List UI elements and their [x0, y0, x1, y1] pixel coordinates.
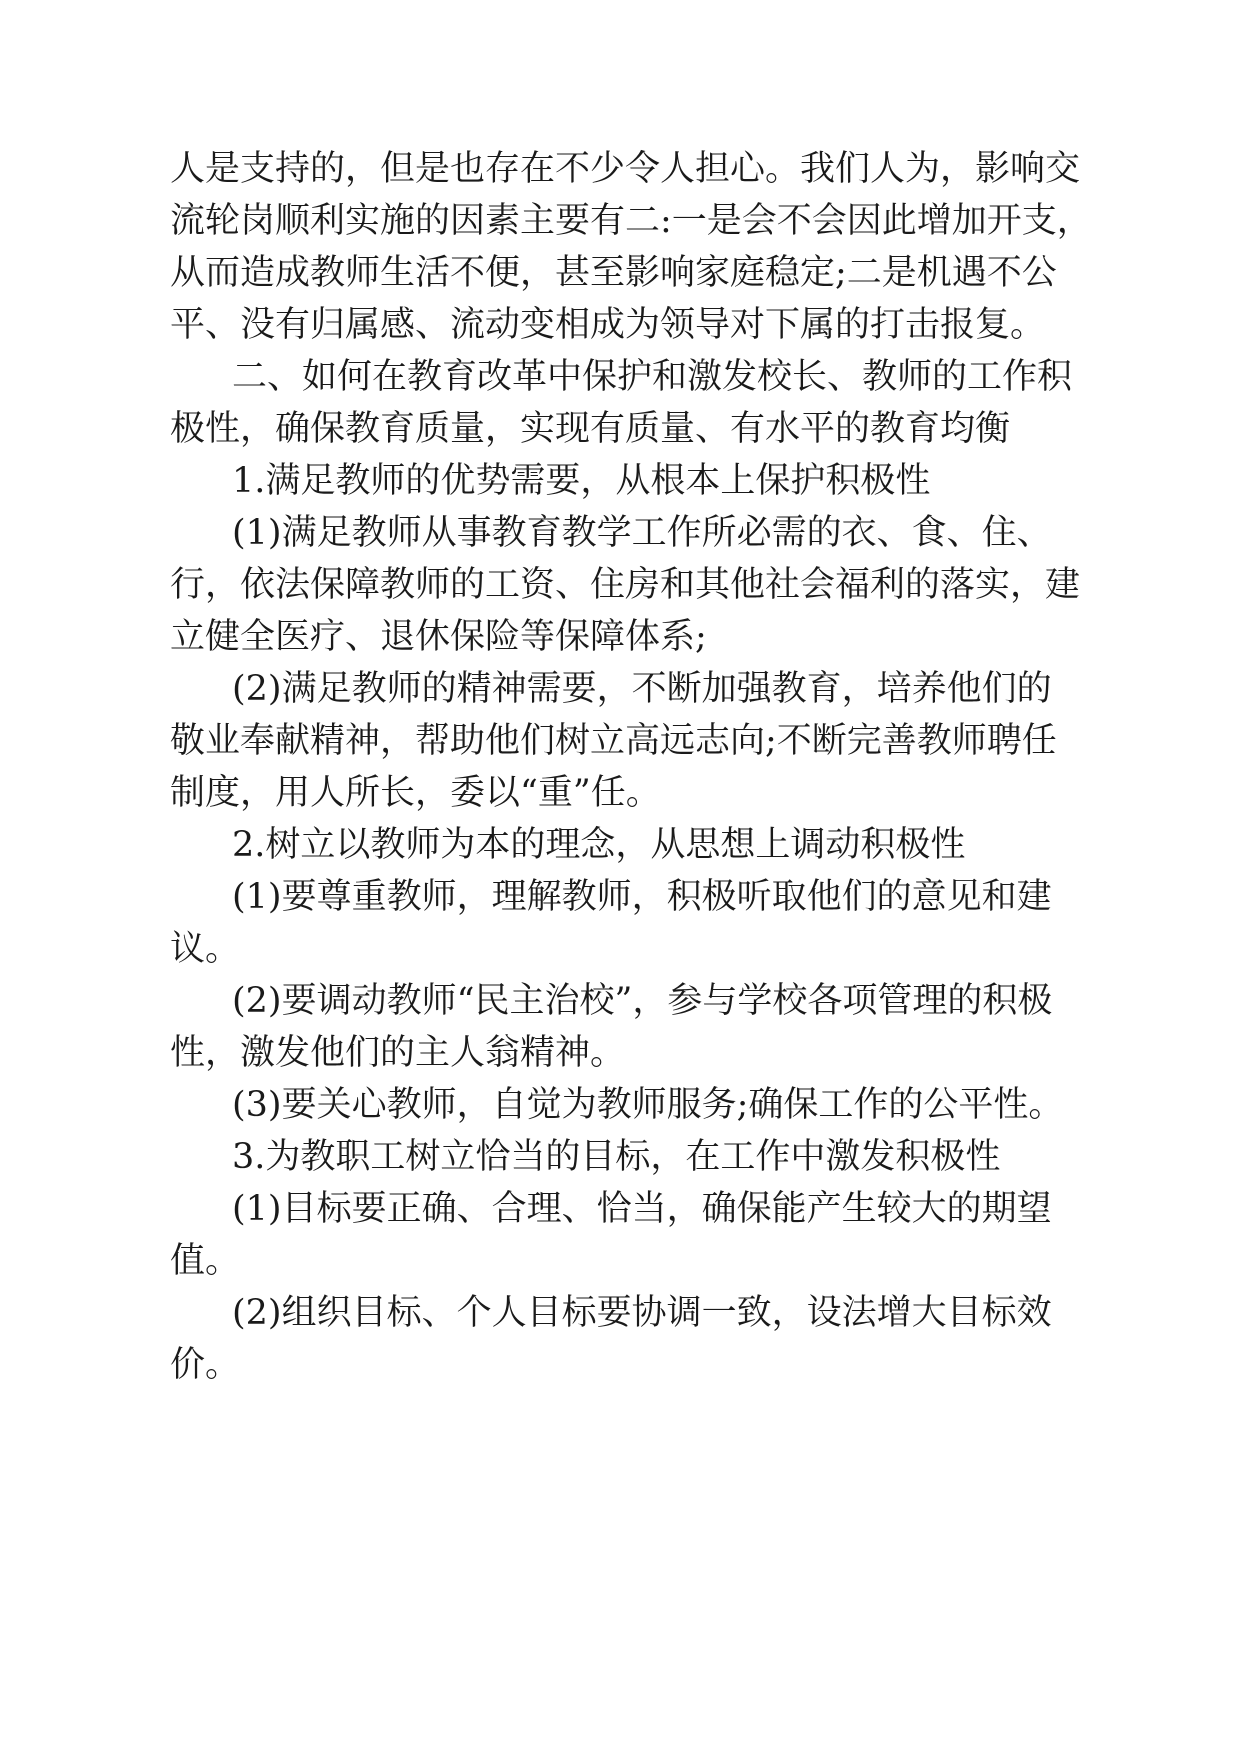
list-item-line: (2)要调动教师“民主治校”，参与学校各项管理的积极 [232, 981, 1053, 1021]
text-line: 行，依法保障教师的工资、住房和其他社会福利的落实，建 [170, 565, 1081, 605]
text-line: 流轮岗顺利实施的因素主要有二:一是会不会因此增加开支， [170, 201, 1092, 241]
list-item-line: (1)目标要正确、合理、恰当，确保能产生较大的期望 [232, 1189, 1052, 1229]
text-line: 敬业奉献精神，帮助他们树立高远志向;不断完善教师聘任 [170, 721, 1057, 761]
subsection-heading: 3.为教职工树立恰当的目标，在工作中激发积极性 [232, 1137, 1001, 1177]
subsection-heading: 1.满足教师的优势需要，从根本上保护积极性 [232, 461, 931, 501]
list-item-line: (1)要尊重教师，理解教师，积极听取他们的意见和建 [232, 877, 1052, 917]
text-line: 人是支持的，但是也存在不少令人担心。我们人为，影响交 [170, 149, 1081, 189]
subsection-heading: 2.树立以教师为本的理念，从思想上调动积极性 [232, 825, 966, 865]
text-line: 从而造成教师生活不便，甚至影响家庭稳定;二是机遇不公 [170, 253, 1057, 293]
text-line: 性，激发他们的主人翁精神。 [170, 1033, 626, 1073]
list-item-line: (1)满足教师从事教育教学工作所必需的衣、食、住、 [232, 513, 1052, 553]
text-line: 平、没有归属感、流动变相成为领导对下属的打击报复。 [170, 305, 1046, 345]
list-item-line: (3)要关心教师，自觉为教师服务;确保工作的公平性。 [232, 1085, 1064, 1125]
text-line: 议。 [170, 929, 241, 969]
text-line: 制度，用人所长，委以“重”任。 [170, 773, 661, 813]
text-line: 立健全医疗、退休保险等保障体系; [170, 617, 707, 657]
text-line: 值。 [170, 1241, 241, 1281]
list-item-line: (2)组织目标、个人目标要协调一致，设法增大目标效 [232, 1293, 1052, 1333]
text-line: 极性，确保教育质量，实现有质量、有水平的教育均衡 [170, 409, 1011, 449]
list-item-line: (2)满足教师的精神需要，不断加强教育，培养他们的 [232, 669, 1052, 709]
text-line: 价。 [170, 1345, 241, 1385]
section-heading: 二、如何在教育改革中保护和激发校长、教师的工作积 [232, 357, 1073, 397]
